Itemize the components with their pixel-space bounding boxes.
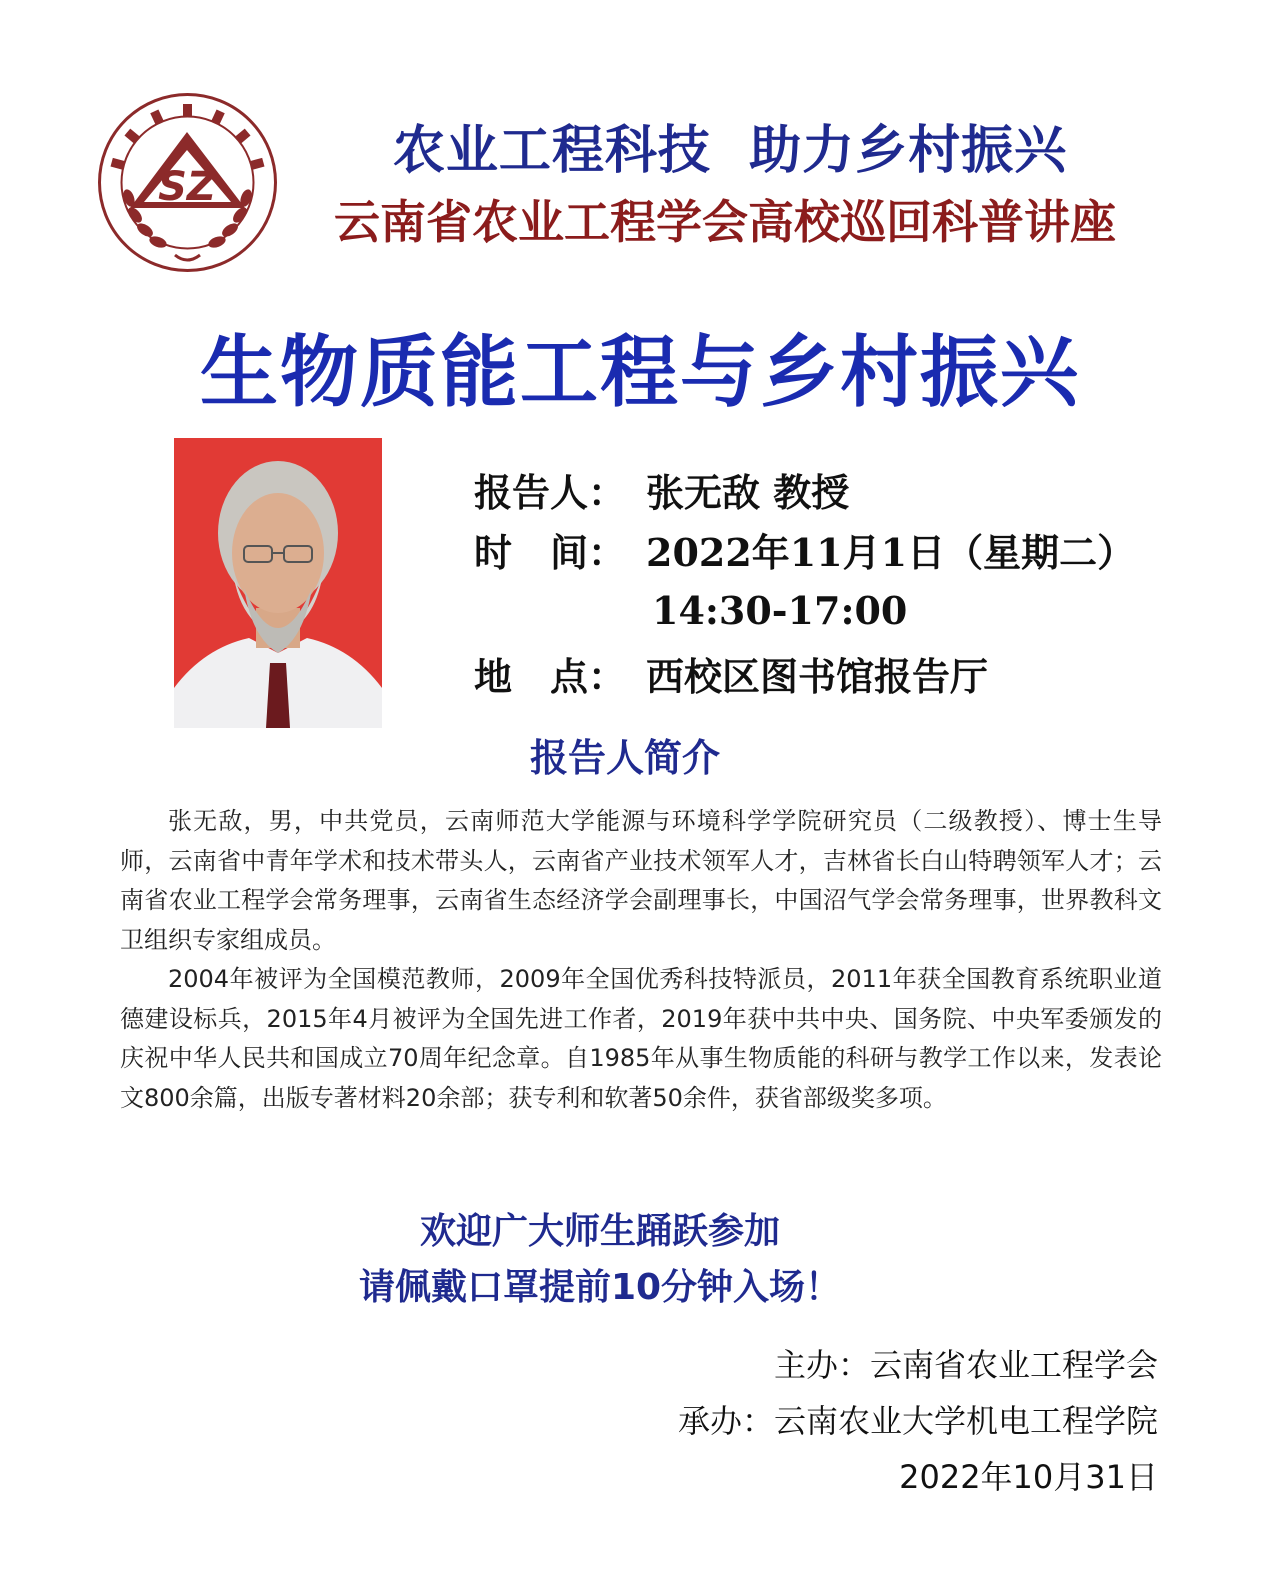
place-value: 西校区图书馆报告厅 (646, 654, 989, 699)
place-label: 地 点： (474, 654, 627, 699)
host-organizer: 主办：云南省农业工程学会 (773, 1346, 1158, 1384)
bio-heading: 报告人简介 (529, 736, 720, 780)
welcome-block (240, 1204, 960, 1316)
time-row (474, 522, 1135, 577)
lecture-title: 生物质能工程与乡村振兴 (199, 328, 1080, 418)
time-range: 14:30-17:00 (652, 588, 908, 633)
bio-paragraph-2: 2004年被评为全国模范教师，2009年全国优秀科技特派员，2011年获全国教育系统职业道德建设标兵，2015年4月被评为全国先进工作者，2019年获中共中央、国务院、中央军委颁发的庆祝中华人民共和国成立70周年纪念章。自1985年从事生物质能的科研与教学工作以来，发表论文800余篇，出版专著材料20余部；获专利和软著50余件，获省部级奖多项。 (120, 965, 1162, 1112)
society-logo (95, 90, 280, 275)
bio-paragraph-1: 张无敌，男，中共党员，云南师范大学能源与环境科学学院研究员（二级教授）、博士生导师，云南省中青年学术和技术带头人，云南省产业技术领军人才，吉林省长白山特聘领军人才；云南省农业工程学会常务理事，云南省生态经济学会副理事长，中国沼气学会常务理事，世界教科文卫组织专家组成员。 (120, 807, 1162, 954)
speaker-photo (174, 438, 382, 728)
welcome-line-1: 欢迎广大师生踊跃参加 (419, 1211, 780, 1252)
speaker-row (474, 462, 849, 517)
place-row (474, 646, 988, 701)
svg-text:SZ: SZ (158, 164, 216, 210)
time-label: 时 间： (474, 530, 627, 575)
welcome-line-2: 请佩戴口罩提前10分钟入场！ (358, 1267, 842, 1308)
slogan-heading: 农业工程科技 助力乡村振兴 (392, 121, 1068, 181)
series-heading: 云南省农业工程学会高校巡回科普讲座 (334, 195, 1116, 249)
co-host-organizer: 承办：云南农业大学机电工程学院 (677, 1402, 1158, 1440)
time-value: 2022年11月1日（星期二） (646, 530, 1136, 575)
speaker-label: 报告人： (474, 470, 627, 515)
issue-date: 2022年10月31日 (899, 1458, 1158, 1496)
bio-text (120, 802, 1162, 1118)
speaker-value: 张无敌 教授 (646, 470, 850, 515)
